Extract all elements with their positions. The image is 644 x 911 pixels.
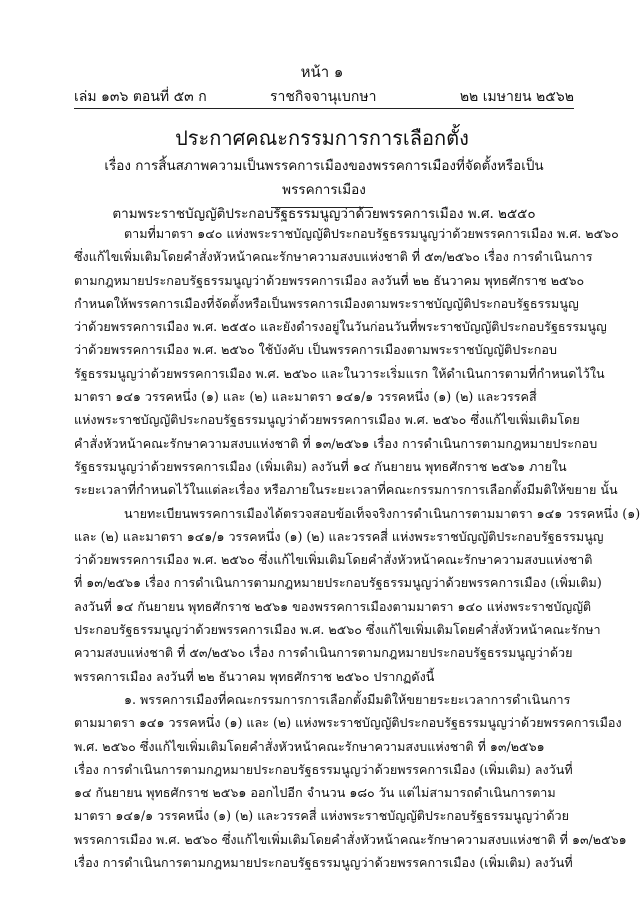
subject-line: เรื่อง การสิ้นสภาพความเป็นพรรคการเมืองของพรรคการเมืองที่จัดตั้งหรือเป็นพรรคการเมือง [104, 158, 544, 198]
paragraph-line: มาตรา ๑๔๑/๑ วรรคหนึ่ง (๑) (๒) และวรรคสี่ แห่งพระราชบัญญัติประกอบรัฐธรรมนูญว่าด้วย [74, 808, 569, 824]
paragraph-line: ลงวันที่ ๑๔ กันยายน พุทธศักราช ๒๕๖๑ ของพรรคการเมืองตามมาตรา ๑๔๐ แห่งพระราชบัญญัติ [74, 598, 592, 614]
paragraph-line: ซึ่งแก้ไขเพิ่มเติมโดยคำสั่งหัวหน้าคณะรักษาความสงบแห่งชาติ ที่ ๕๓/๒๕๖๐ เรื่อง การดำเนินการ [74, 249, 593, 265]
paragraph-line: กำหนดให้พรรคการเมืองที่จัดตั้งหรือเป็นพรรคการเมืองตามพระราชบัญญัติประกอบรัฐธรรมนูญ [74, 295, 579, 311]
paragraph-line: ๑. พรรคการเมืองที่คณะกรรมการการเลือกตั้งมีมติให้ขยายระยะเวลาการดำเนินการ [124, 691, 571, 707]
paragraph-line: รัฐธรรมนูญว่าด้วยพรรคการเมือง พ.ศ. ๒๕๖๐ และในวาระเริ่มแรก ให้ดำเนินการตามที่กำหนดไว้ใน [74, 365, 605, 381]
paragraph-line: คำสั่งหัวหน้าคณะรักษาความสงบแห่งชาติ ที่ ๑๓/๒๕๖๑ เรื่อง การดำเนินการตามกฎหมายประกอบ [74, 435, 598, 451]
header-divider [74, 108, 574, 109]
volume-issue: เล่ม ๑๓๖ ตอนที่ ๕๓ ก [74, 89, 207, 105]
paragraph-line: ตามที่มาตรา ๑๔๐ แห่งพระราชบัญญัติประกอบรัฐธรรมนูญว่าด้วยพรรคการเมือง พ.ศ. ๒๕๖๐ [124, 226, 619, 241]
paragraph-line: แห่งพระราชบัญญัติประกอบรัฐธรรมนูญว่าด้วยพรรคการเมือง พ.ศ. ๒๕๖๐ ซึ่งแก้ไขเพิ่มเติมโดย [74, 412, 580, 428]
paragraph-line: นายทะเบียนพรรคการเมืองได้ตรวจสอบข้อเท็จจริงการดำเนินการตามมาตรา ๑๔๑ วรรคหนึ่ง (๑) [124, 505, 641, 521]
paragraph-line: รัฐธรรมนูญว่าด้วยพรรคการเมือง (เพิ่มเติม) ลงวันที่ ๑๔ กันยายน พุทธศักราช ๒๕๖๑ ภายใน [74, 458, 567, 474]
document-title: ประกาศคณะกรรมการการเลือกตั้ง [175, 126, 469, 150]
paragraph-line: พรรคการเมือง พ.ศ. ๒๕๖๐ ซึ่งแก้ไขเพิ่มเติมโดยคำสั่งหัวหน้าคณะรักษาความสงบแห่งชาติ ที่ ๑๓/๒๕๖๑ [74, 831, 627, 847]
paragraph-line: ว่าด้วยพรรคการเมือง พ.ศ. ๒๕๖๐ ใช้บังคับ เป็นพรรคการเมืองตามพระราชบัญญัติประกอบ [74, 342, 557, 358]
publication-name: ราชกิจจานุเบกษา [270, 89, 377, 105]
paragraph-line: เรื่อง การดำเนินการตามกฎหมายประกอบรัฐธรรมนูญว่าด้วยพรรคการเมือง (เพิ่มเติม) ลงวันที่ [74, 761, 573, 777]
paragraph-line: ว่าด้วยพรรคการเมือง พ.ศ. ๒๕๖๐ ซึ่งแก้ไขเพิ่มเติมโดยคำสั่งหัวหน้าคณะรักษาความสงบแห่งชาติ [74, 552, 593, 568]
paragraph-line: ความสงบแห่งชาติ ที่ ๕๓/๒๕๖๐ เรื่อง การดำเนินการตามกฎหมายประกอบรัฐธรรมนูญว่าด้วย [74, 645, 573, 661]
paragraph-line: ตามกฎหมายประกอบรัฐธรรมนูญว่าด้วยพรรคการเมือง ลงวันที่ ๒๒ ธันวาคม พุทธศักราช ๒๕๖๐ [74, 272, 585, 288]
document-subject [74, 154, 574, 226]
paragraph-line: มาตรา ๑๔๑ วรรคหนึ่ง (๑) และ (๒) และมาตรา ๑๔๑/๑ วรรคหนึ่ง (๑) (๒) และวรรคสี่ [74, 389, 537, 405]
paragraph-line: ประกอบรัฐธรรมนูญว่าด้วยพรรคการเมือง พ.ศ. ๒๕๖๐ ซึ่งแก้ไขเพิ่มเติมโดยคำสั่งหัวหน้าคณะรักษา [74, 622, 601, 638]
paragraph-line: เรื่อง การดำเนินการตามกฎหมายประกอบรัฐธรรมนูญว่าด้วยพรรคการเมือง (เพิ่มเติม) ลงวันที่ [74, 855, 573, 871]
paragraph-line: ตามมาตรา ๑๔๑ วรรคหนึ่ง (๑) และ (๒) แห่งพระราชบัญญัติประกอบรัฐธรรมนูญว่าด้วยพรรคการเมือง [74, 715, 622, 731]
paragraph-line: พรรคการเมือง ลงวันที่ ๒๒ ธันวาคม พุทธศักราช ๒๕๖๐ ปรากฏดังนี้ [74, 668, 435, 684]
subject-divider [271, 207, 373, 208]
gazette-header [74, 86, 574, 106]
paragraph-line: พ.ศ. ๒๕๖๐ ซึ่งแก้ไขเพิ่มเติมโดยคำสั่งหัวหน้าคณะรักษาความสงบแห่งชาติ ที่ ๑๓/๒๕๖๑ [74, 738, 545, 754]
subject-line: ตามพระราชบัญญัติประกอบรัฐธรรมนูญว่าด้วยพรรคการเมือง พ.ศ. ๒๕๕๐ [112, 206, 536, 222]
paragraph-line: และ (๒) และมาตรา ๑๔๑/๑ วรรคหนึ่ง (๑) (๒) และวรรคสี่ แห่งพระราชบัญญัติประกอบรัฐธรรมนูญ [74, 528, 604, 544]
paragraph-line: ๑๔ กันยายน พุทธศักราช ๒๕๖๑ ออกไปอีก จำนวน ๑๘๐ วัน แต่ไม่สามารถดำเนินการตาม [74, 785, 556, 801]
paragraph-line: ระยะเวลาที่กำหนดไว้ในแต่ละเรื่อง หรือภายในระยะเวลาที่คณะกรรมการการเลือกตั้งมีมติให้ขยาย นั้น [74, 482, 618, 498]
paragraph-line: ว่าด้วยพรรคการเมือง พ.ศ. ๒๕๕๐ และยังดำรงอยู่ในวันก่อนวันที่พระราชบัญญัติประกอบรัฐธรรมนูญ [74, 319, 607, 335]
publication-date: ๒๒ เมษายน ๒๕๖๒ [459, 89, 574, 105]
document-body [74, 222, 641, 874]
paragraph-line: ที่ ๑๓/๒๕๖๑ เรื่อง การดำเนินการตามกฎหมายประกอบรัฐธรรมนูญว่าด้วยพรรคการเมือง (เพิ่มเติม) [74, 575, 602, 591]
page-number: หน้า ๑ [300, 63, 344, 81]
